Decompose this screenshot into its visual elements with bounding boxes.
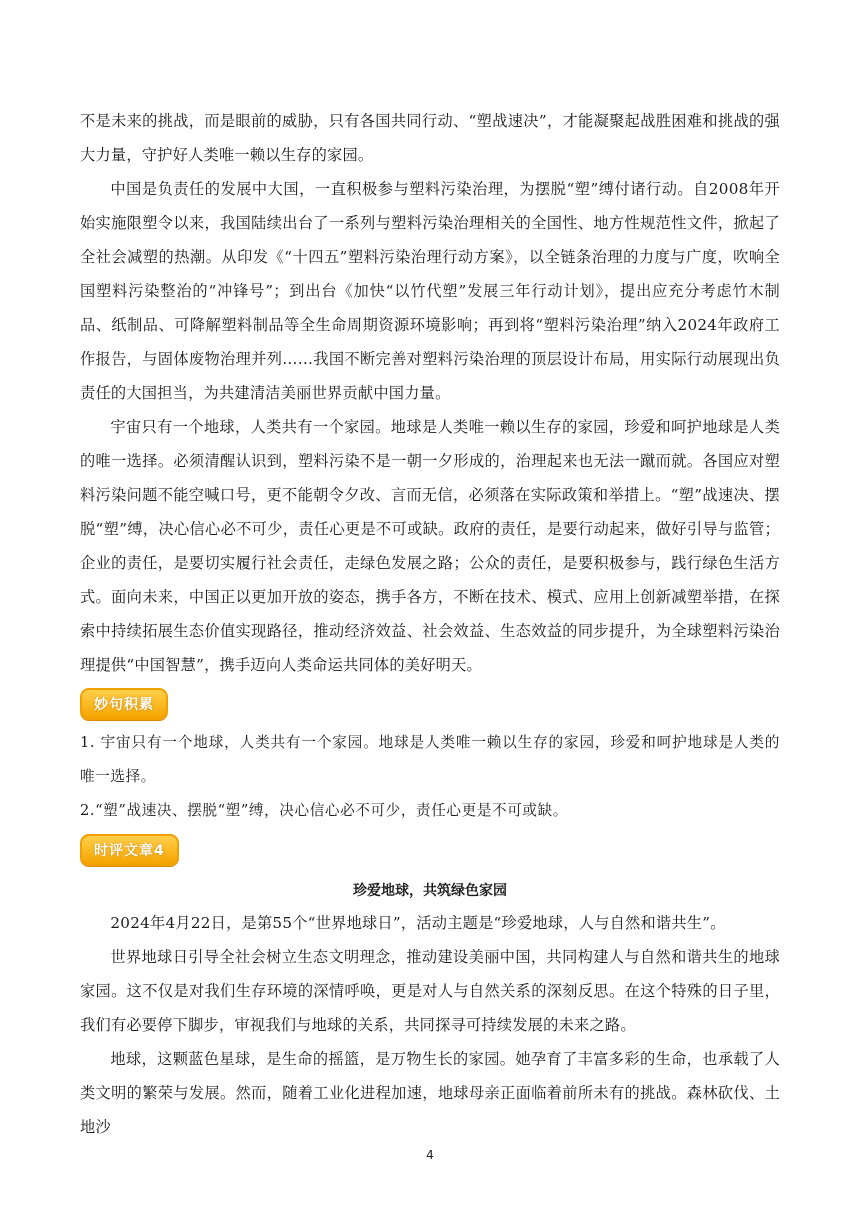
page-content	[80, 104, 780, 1144]
paragraph: 世界地球日引导全社会树立生态文明理念，推动建设美丽中国，共同构建人与自然和谐共生的地球家园。这不仅是对我们生存环境的深情呼唤，更是对人与自然关系的深刻反思。在这个特殊的日子里，我们有必要停下脚步，审视我们与地球的关系，共同探寻可持续发展的未来之路。	[80, 948, 780, 1034]
quote-item: 2.“塑”战速决、摆脱“塑”缚，决心信心必不可少，责任心更是不可或缺。	[80, 802, 568, 819]
quote-item: 1. 宇宙只有一个地球，人类共有一个家园。地球是人类唯一赖以生存的家园，珍爱和呵护地球是人类的唯一选择。	[80, 734, 780, 785]
article-title: 珍爱地球，共筑绿色家园	[353, 883, 507, 899]
section-header-article	[80, 828, 780, 872]
paragraph: 宇宙只有一个地球，人类共有一个家园。地球是人类唯一赖以生存的家园，珍爱和呵护地球是人类的唯一选择。必须清醒认识到，塑料污染不是一朝一夕形成的，治理起来也无法一蹴而就。各国应对塑料污染问题不能空喊口号，更不能朝令夕改、言而无信，必须落在实际政策和举措上。“塑”战速决、摆脱“塑”缚，决心信心必不可少，责任心更是不可或缺。政府的责任，是要行动起来，做好引导与监管；企业的责任，是要切实履行社会责任，走绿色发展之路；公众的责任，是要积极参与，践行绿色生活方式。面向未来，中国正以更加开放的姿态，携手各方，不断在技术、模式、应用上创新减塑举措，在探索中持续拓展生态价值实现路径，推动经济效益、社会效益、生态效益的同步提升，为全球塑料污染治理提供“中国智慧”，携手迈向人类命运共同体的美好明天。	[80, 418, 780, 674]
paragraph: 中国是负责任的发展中大国，一直积极参与塑料污染治理，为摆脱“塑”缚付诸行动。自2008年开始实施限塑令以来，我国陆续出台了一系列与塑料污染治理相关的全国性、地方性规范性文件，掀起了全社会减塑的热潮。从印发《“十四五”塑料污染治理行动方案》，以全链条治理的力度与广度，吹响全国塑料污染整治的“冲锋号”；到出台《加快“以竹代塑”发展三年行动计划》，提出应充分考虑竹木制品、纸制品、可降解塑料制品等全生命周期资源环境影响；再到将“塑料污染治理”纳入2024年政府工作报告，与固体废物治理并列……我国不断完善对塑料污染治理的顶层设计布局，用实际行动展现出负责任的大国担当，为共建清洁美丽世界贡献中国力量。	[80, 180, 780, 402]
essay-section	[80, 104, 780, 682]
page-number: 4	[426, 1148, 434, 1162]
article-body	[80, 906, 780, 1144]
section-header-quotes	[80, 682, 780, 726]
paragraph: 地球，这颗蓝色星球，是生命的摇篮，是万物生长的家园。她孕育了丰富多彩的生命，也承载了人类文明的繁荣与发展。然而，随着工业化进程加速，地球母亲正面临着前所未有的挑战。森林砍伐、土地沙	[80, 1050, 780, 1136]
quotes-list	[80, 726, 780, 828]
paragraph: 2024年4月22日，是第55个“世界地球日”，活动主题是“珍爱地球，人与自然和谐共生”。	[110, 914, 726, 932]
section-badge-article: 时评文章4	[80, 834, 179, 866]
section-badge-quotes: 妙句积累	[80, 688, 168, 720]
paragraph: 不是未来的挑战，而是眼前的威胁，只有各国共同行动、“塑战速决”，才能凝聚起战胜困难和挑战的强大力量，守护好人类唯一赖以生存的家园。	[80, 112, 780, 164]
